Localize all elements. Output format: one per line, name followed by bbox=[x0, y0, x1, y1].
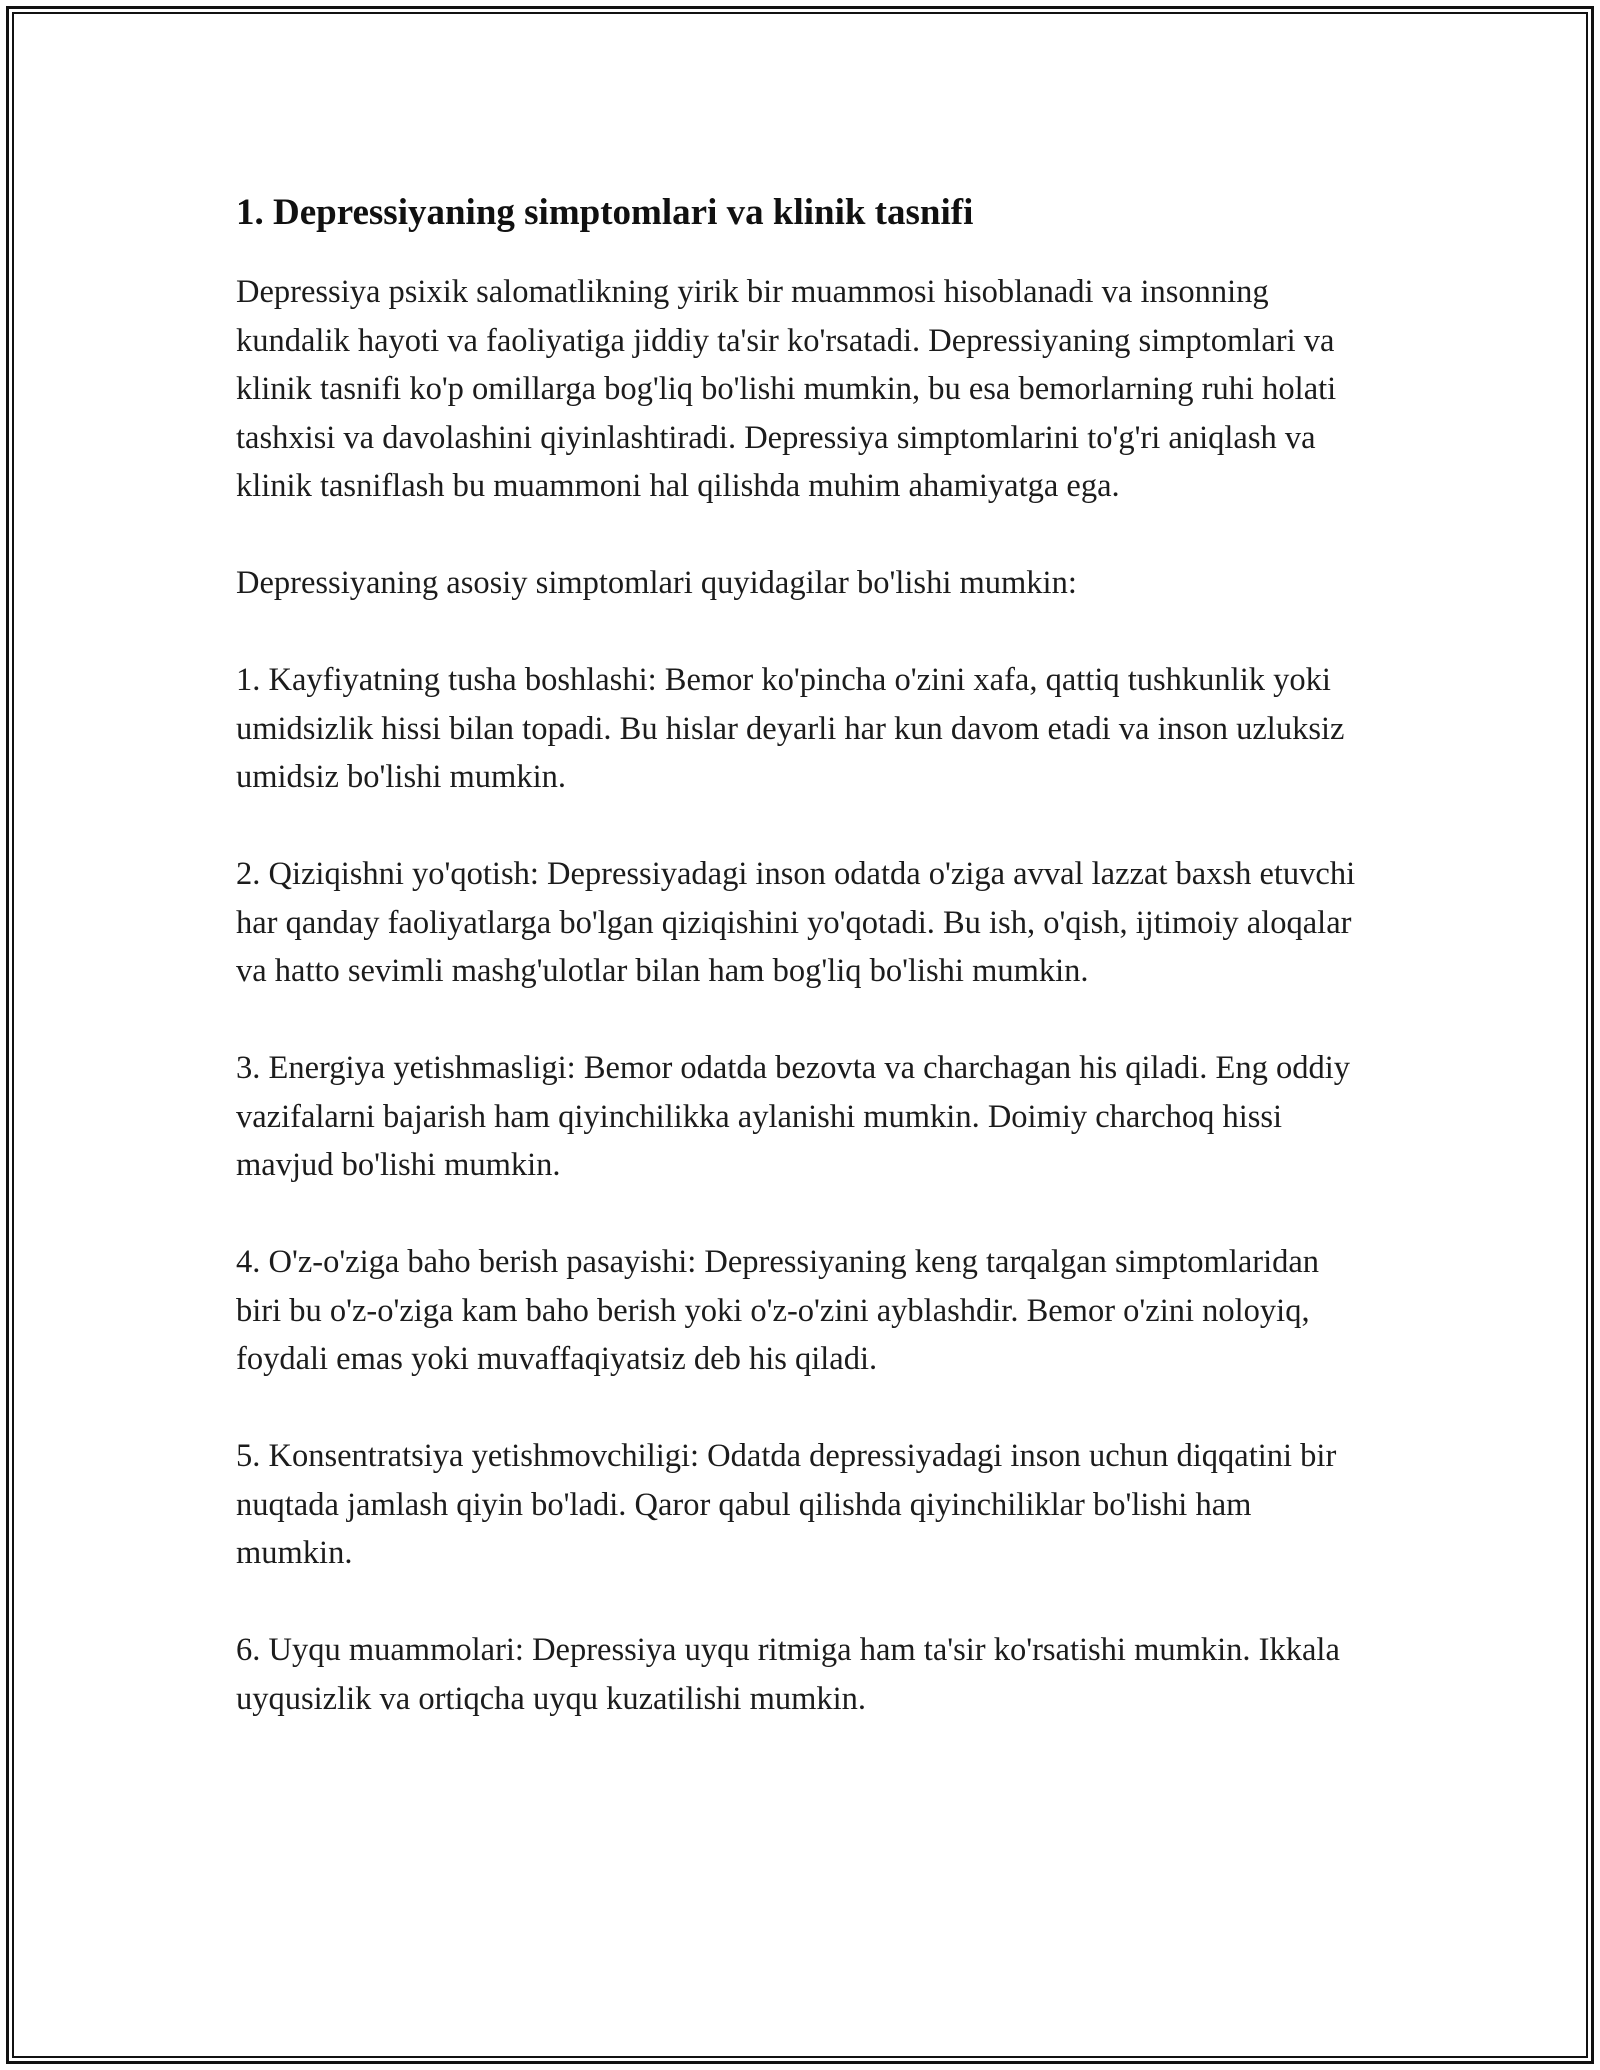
symptom-item-self-esteem: 4. O'z-o'ziga baho berish pasayishi: Depressiyaning keng tarqalgan simptomlaridan biri bu o'z-o'ziga kam baho berish yoki o'z-o'zini ayblashdir. Bemor o'zini noloyiq, foydali emas yoki muvaffaqiyatsiz deb his qiladi. bbox=[236, 1244, 1320, 1377]
symptom-item-energy: 3. Energiya yetishmasligi: Bemor odatda bezovta va charchagan his qiladi. Eng oddiy vazifalarni bajarish ham qiyinchilikka aylanishi mumkin. Doimiy charchoq hissi mavjud bo'lishi mumkin. bbox=[236, 1050, 1351, 1183]
document-body bbox=[236, 188, 1366, 1772]
symptom-item-sleep: 6. Uyqu muammolari: Depressiya uyqu ritmiga ham ta'sir ko'rsatishi mumkin. Ikkala uyqusizlik va ortiqcha uyqu kuzatilishi mumkin. bbox=[236, 1632, 1340, 1717]
symptoms-lead-paragraph: Depressiyaning asosiy simptomlari quyidagilar bo'lishi mumkin: bbox=[236, 565, 1077, 601]
symptom-item-concentration: 5. Konsentratsiya yetishmovchiligi: Odatda depressiyadagi inson uchun diqqatini bir nuqtada jamlash qiyin bo'ladi. Qaror qabul qilishda qiyinchiliklar bo'lishi ham mumkin. bbox=[236, 1438, 1337, 1571]
symptom-item-mood: 1. Kayfiyatning tusha boshlashi: Bemor ko'pincha o'zini xafa, qattiq tushkunlik yoki umidsizlik hissi bilan topadi. Bu hislar deyarli har kun davom etadi va inson uzluksiz umidsiz bo'lishi mumkin. bbox=[236, 662, 1345, 795]
symptom-item-interest: 2. Qiziqishni yo'qotish: Depressiyadagi inson odatda o'ziga avval lazzat baxsh etuvchi har qanday faoliyatlarga bo'lgan qiziqishini yo'qotadi. Bu ish, o'qish, ijtimoiy aloqalar va hatto sevimli mashg'ulotlar bilan ham bog'liq bo'lishi mumkin. bbox=[236, 856, 1356, 989]
section-title: 1. Depressiyaning simptomlari va klinik tasnifi bbox=[236, 192, 974, 233]
intro-paragraph: Depressiya psixik salomatlikning yirik bir muammosi hisoblanadi va insonning kundalik hayoti va faoliyatiga jiddiy ta'sir ko'rsatadi. Depressiyaning simptomlari va klinik tasnifi ko'p omillarga bog'liq bo'lishi mumkin, bu esa bemorlarning ruhi holati tashxisi va davolashini qiyinlashtiradi. Depressiya simptomlarini to'g'ri aniqlash va klinik tasniflash bu muammoni hal qilishda muhim ahamiyatga ega. bbox=[236, 274, 1337, 504]
